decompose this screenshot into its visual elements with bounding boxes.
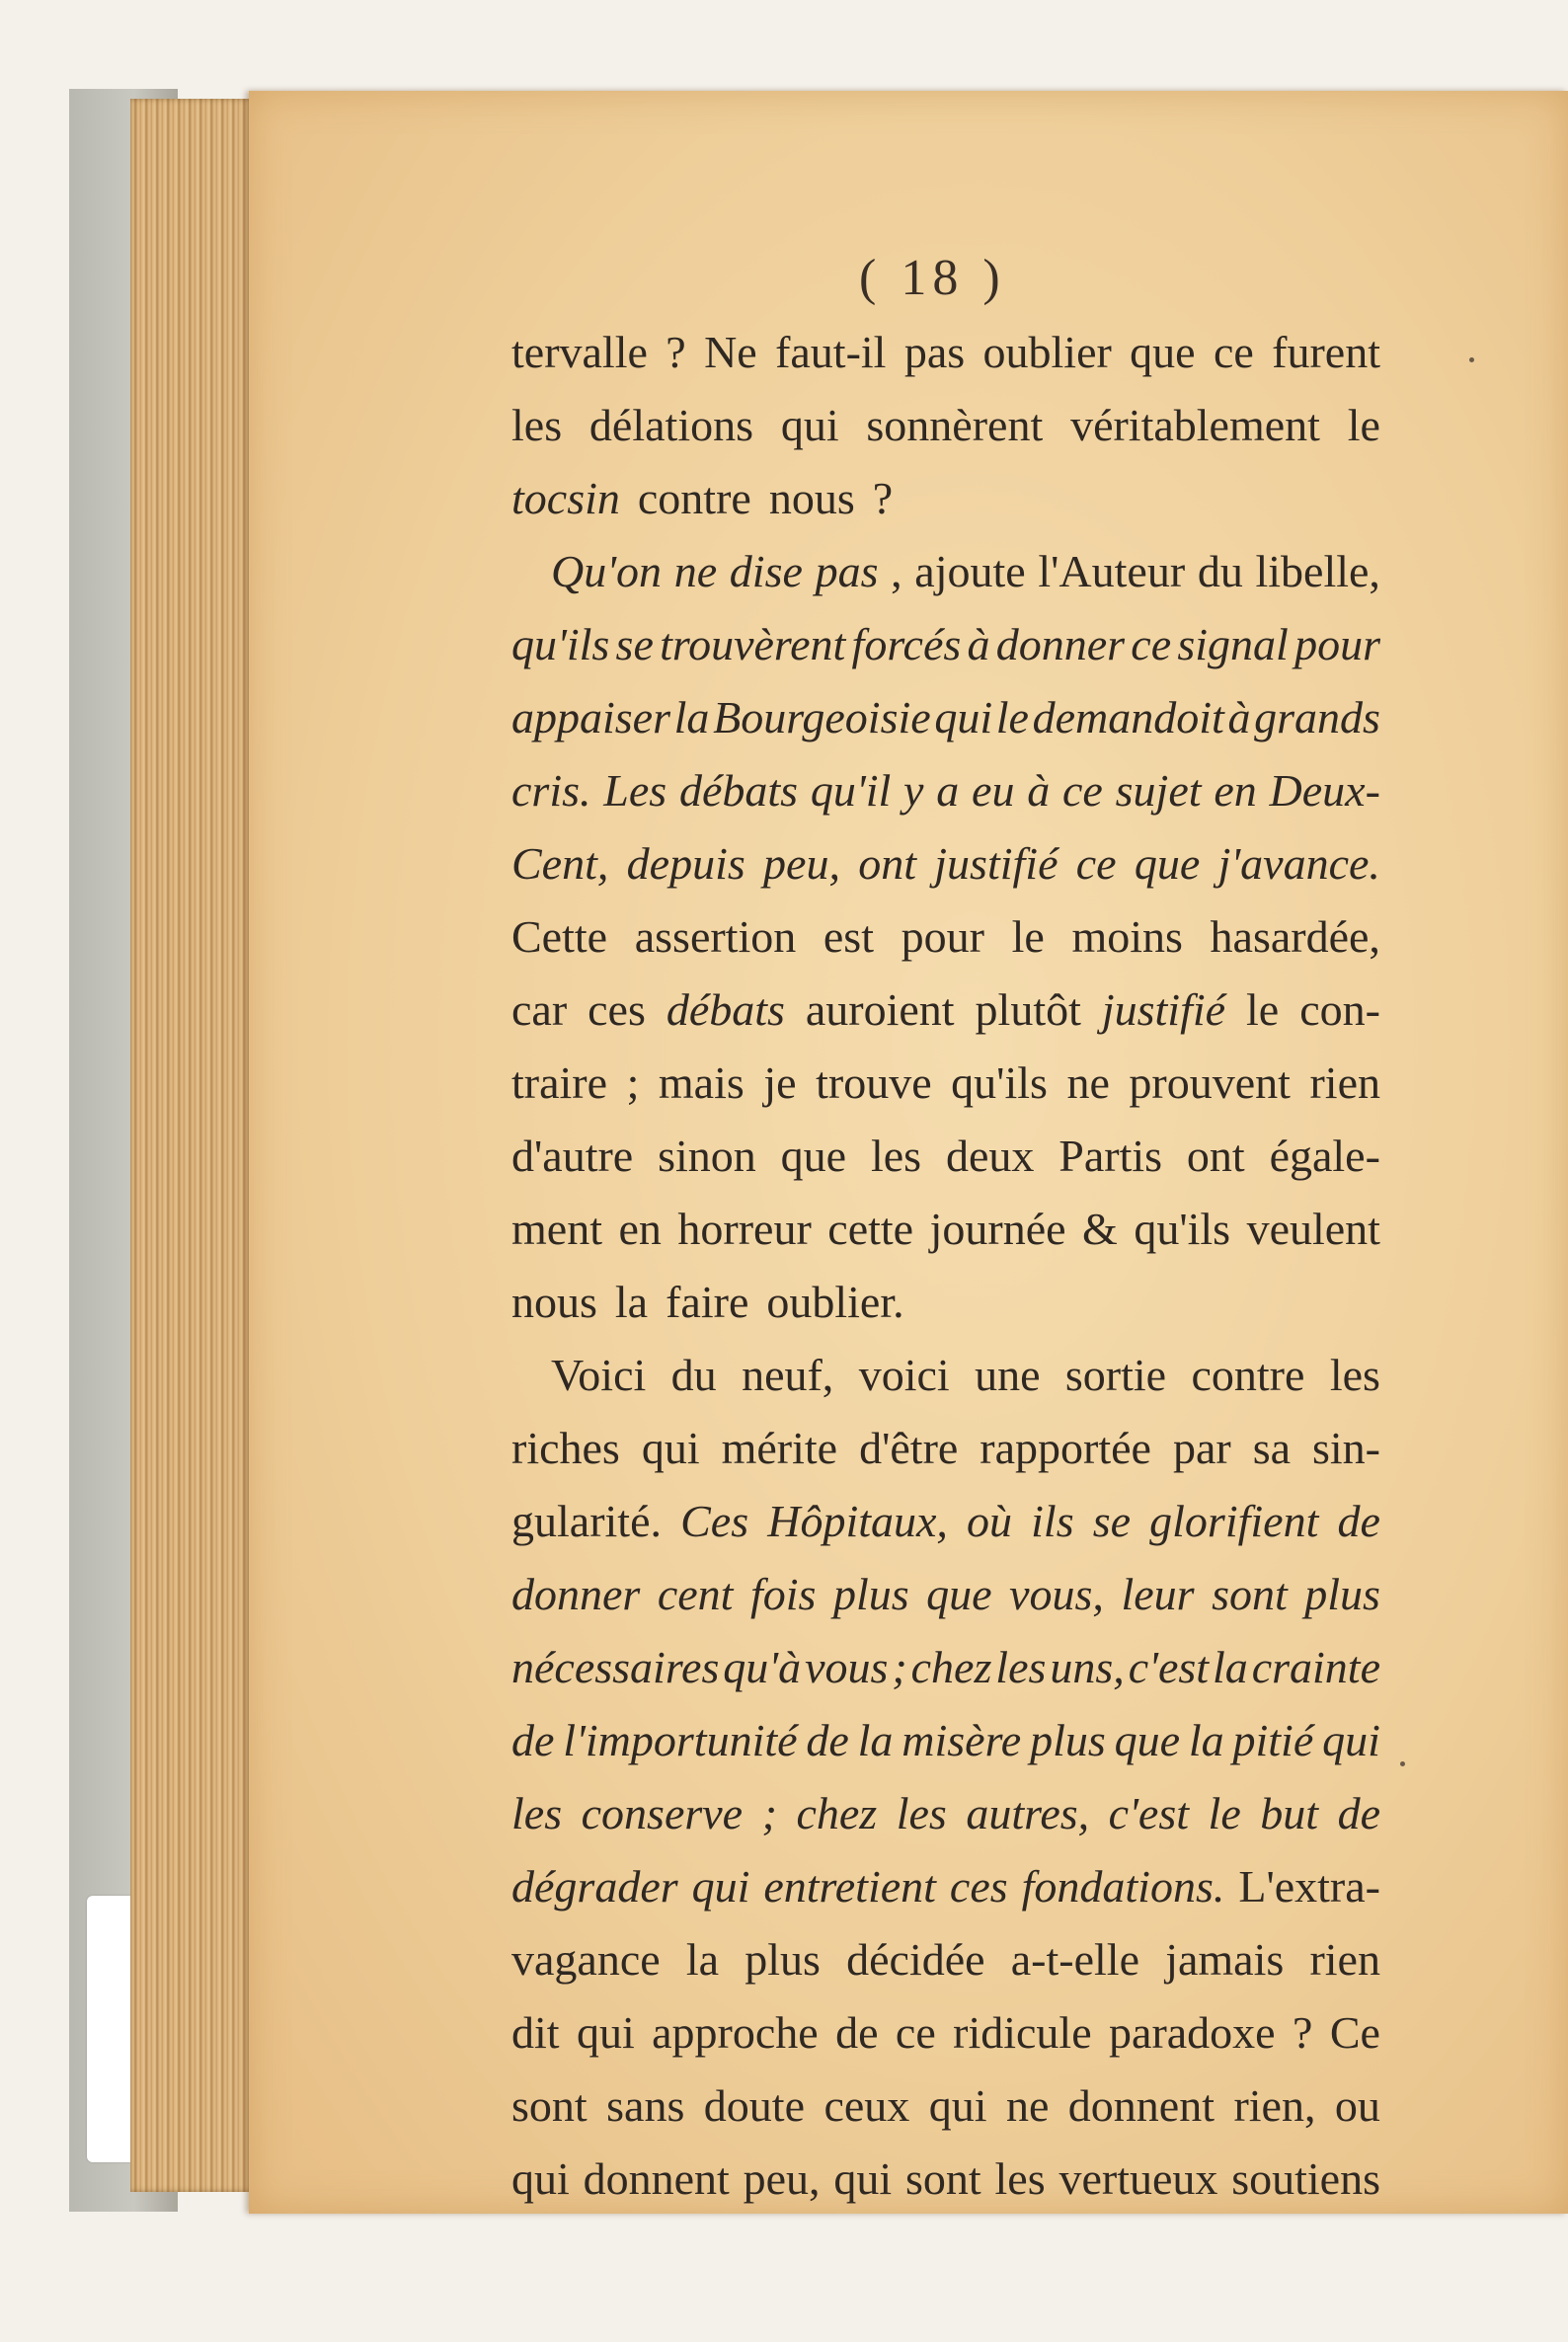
text-line: sont sans doute ceux qui ne donnent rien, ou [511,2080,1380,2131]
text-line: nécessaires qu'à vous ; chez les uns, c'est la crainte [511,1642,1380,1692]
text-line: traire ; mais je trouve qu'ils ne prouvent rien [511,1057,1380,1108]
text-line: qu'ils se trouvèrent forcés à donner ce signal pour [511,619,1380,669]
page-edges [130,99,254,2192]
text-line: tervalle ? Ne faut-il pas oublier que ce furent [511,327,1380,377]
text-line: d'autre sinon que les deux Partis ont égale- [511,1131,1380,1181]
text-line: cris. Les débats qu'il y a eu à ce sujet en Deux- [511,765,1380,816]
ink-spot [1469,357,1474,362]
text-line: dégrader qui entretient ces fondations. L'extra- [511,1861,1380,1912]
page-text [511,316,1380,2216]
text-line: car ces débats auroient plutôt justifié le con- [511,984,1380,1035]
text-line: de l'importunité de la misère plus que la pitié qui [511,1715,1380,1765]
page-number: ( 18 ) [859,250,1006,306]
text-line: appaiser la Bourgeoisie qui le demandoit à grands [511,692,1380,742]
text-line: qui donnent peu, qui sont les vertueux soutiens [511,2153,1380,2204]
text-line: riches qui mérite d'être rapportée par sa sin- [511,1423,1380,1473]
text-line: Cent, depuis peu, ont justifié ce que j'avance. [511,838,1380,889]
text-line: ment en horreur cette journée & qu'ils veulent [511,1204,1380,1254]
text-line: les délations qui sonnèrent véritablement le [511,400,1380,450]
text-line: Qu'on ne dise pas , ajoute l'Auteur du libelle, [551,546,1380,596]
text-line: nous la faire oublier. [511,1277,904,1327]
text-line: les conserve ; chez les autres, c'est le but de [511,1788,1380,1838]
ink-spot [1400,1761,1405,1766]
text-line: vagance la plus décidée a-t-elle jamais rien [511,1934,1380,1985]
text-line: Cette assertion est pour le moins hasardée, [511,911,1380,962]
text-line: tocsin contre nous ? [511,473,894,523]
text-line: gularité. Ces Hôpitaux, où ils se glorifient de [511,1496,1380,1546]
text-line: donner cent fois plus que vous, leur sont plus [511,1569,1380,1619]
text-line: dit qui approche de ce ridicule paradoxe ? Ce [511,2007,1380,2058]
text-line: Voici du neuf, voici une sortie contre les [551,1350,1380,1400]
